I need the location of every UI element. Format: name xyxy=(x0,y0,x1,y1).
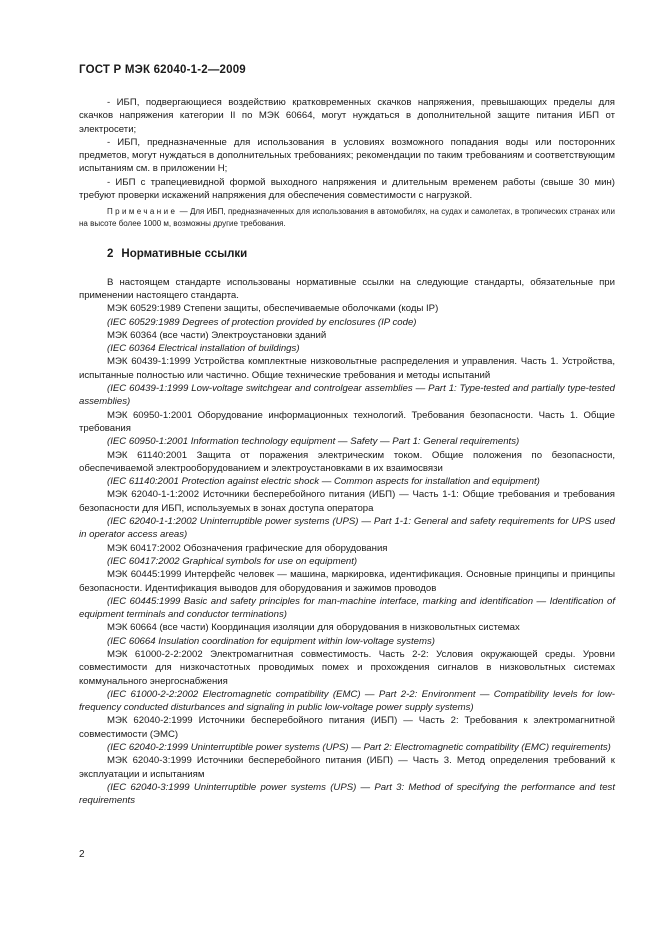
reference-ru: МЭК 62040-3:1999 Источники бесперебойного питания (ИБП) — Часть 3. Метод определения требований к эксплуатации и испытаниям xyxy=(79,755,615,780)
note xyxy=(79,206,615,230)
intro-paragraph: - ИБП с трапециевидной формой выходного напряжения и длительным временем работы (свыше 30 мин) требуют проверки искажений напряжения для обеспечения совместимости с нагрузкой. xyxy=(79,176,615,202)
section-heading xyxy=(107,248,615,261)
reference-ru: МЭК 60664 (все части) Координация изоляции для оборудования в низковольтных системах xyxy=(107,622,520,634)
section-number: 2 xyxy=(107,248,114,261)
reference-ru: МЭК 60445:1999 Интерфейс человек — машина, маркировка, идентификация. Основные принципы и принципы безопасности. Идентификация выводов для оборудования и зажимов проводов xyxy=(79,569,615,594)
document-body xyxy=(79,96,615,808)
reference-en: (IEC 61000-2-2:2002 Electromagnetic compatibility (EMC) — Part 2-2: Environment — Compatibility levels for low-frequency conducted disturbances and signaling in public low-voltage power supply systems) xyxy=(79,688,615,714)
section-title: Нормативные ссылки xyxy=(121,248,248,261)
reference-en: (IEC 60417:2002 Graphical symbols for use on equipment) xyxy=(107,555,358,567)
reference-en: (IEC 62040-3:1999 Uninterruptible power systems (UPS) — Part 3: Method of specifying the performance and test requirements xyxy=(79,781,615,807)
reference-en: (IEC 60529:1989 Degrees of protection provided by enclosures (IP code) xyxy=(107,316,417,328)
reference-ru: МЭК 60364 (все части) Электроустановки зданий xyxy=(107,329,327,341)
reference-en: (IEC 60439-1:1999 Low-voltage switchgear and controlgear assemblies — Part 1: Type-tested and partially type-tested assemblies) xyxy=(79,383,615,408)
reference-ru: МЭК 60439-1:1999 Устройства комплектные низковольтные распределения и управления. Часть 1. Устройства, испытанные полностью или частично. Общие технические требования и методы испытаний xyxy=(79,356,615,381)
reference-en: (IEC 60445:1999 Basic and safety principles for man-machine interface, marking and identification — Identification of equipment terminals and conductor terminations) xyxy=(79,595,615,621)
intro-paragraph: - ИБП, предназначенные для использования в условиях возможного попадания воды или посторонних предметов, могут нуждаться в дополнительных требованиях; рекомендации по таким требованиям и соответствующим испытаниям см. в приложении Н; xyxy=(79,136,615,175)
reference-en: (IEC 61140:2001 Protection against electric shock — Common aspects for installation and equipment) xyxy=(107,476,540,488)
reference-ru: МЭК 62040-2:1999 Источники бесперебойного питания (ИБП) — Часть 2: Требования к электромагнитной совместимости (ЭМС) xyxy=(79,715,615,740)
reference-en: (IEC 62040-1-1:2002 Uninterruptible power systems (UPS) — Part 1-1: General and safety requirements for UPS used in operator access areas) xyxy=(79,516,615,541)
reference-ru: МЭК 61000-2-2:2002 Электромагнитная совместимость. Часть 2-2: Условия окружающей среды. Уровни совместимости для низкочастотных проводимых помех и прохождения сигналов в низковольтных системах коммунального энергоснабжения xyxy=(79,648,615,687)
note-label: Примечание xyxy=(107,207,178,217)
reference-ru: МЭК 61140:2001 Защита от поражения электрическим током. Общие положения по безопасности, обеспечиваемой электрооборудованием и электроустановками в их взаимосвязи xyxy=(79,449,615,474)
reference-en: (IEC 60950-1:2001 Information technology equipment — Safety — Part 1: General requirements) xyxy=(107,436,520,448)
reference-ru: МЭК 60417:2002 Обозначения графические для оборудования xyxy=(107,542,388,554)
reference-ru: МЭК 60529:1989 Степени защиты, обеспечиваемые оболочками (коды IP) xyxy=(107,303,439,315)
page-number: 2 xyxy=(79,849,85,860)
references-intro: В настоящем стандарте использованы нормативные ссылки на следующие стандарты, обязательные при применении настоящего стандарта. xyxy=(79,276,615,301)
reference-ru: МЭК 60950-1:2001 Оборудование информационных технологий. Требования безопасности. Часть 1. Общие требования xyxy=(79,409,615,434)
reference-ru: МЭК 62040-1-1:2002 Источники бесперебойного питания (ИБП) — Часть 1-1: Общие требования и требования безопасности для ИБП, используемых в зонах доступа оператора xyxy=(79,489,615,514)
document-header: ГОСТ Р МЭК 62040-1-2—2009 xyxy=(79,64,246,76)
intro-paragraph: - ИБП, подвергающиеся воздействию кратковременных скачков напряжения, превышающих пределы для скачков напряжения категории II по МЭК 60664, могут нуждаться в дополнительной защите питания ИБП от электросети; xyxy=(79,97,615,135)
reference-en: (IEC 60364 Electrical installation of buildings) xyxy=(107,343,300,355)
reference-en: (IEC 62040-2:1999 Uninterruptible power systems (UPS) — Part 2: Electromagnetic compatibility (EMC) requirements) xyxy=(107,742,611,754)
reference-en: (IEC 60664 Insulation coordination for equipment within low-voltage systems) xyxy=(107,635,435,647)
note-text: — Для ИБП, предназначенных для использования в автомобилях, на судах и самолетах, в тропических странах или на высоте более 1000 м, возможны другие требования. xyxy=(79,207,615,229)
